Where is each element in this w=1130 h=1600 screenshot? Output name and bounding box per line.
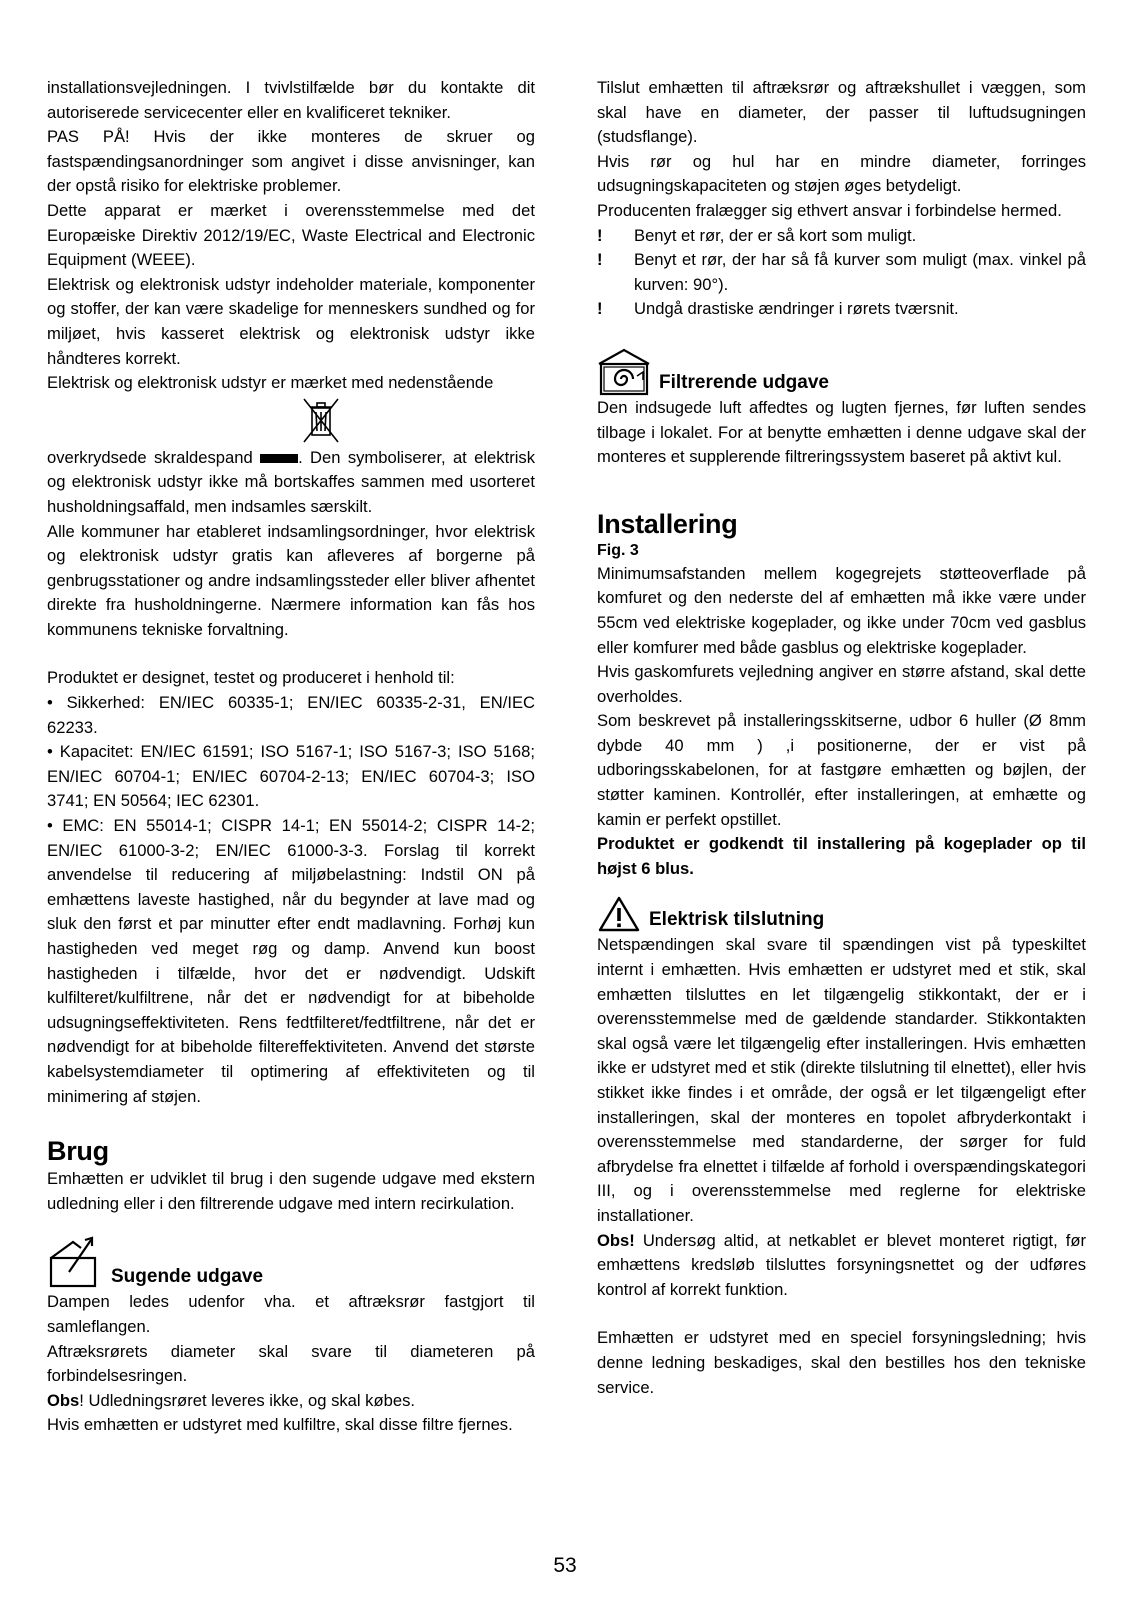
paragraph: Obs! Udledningsrøret leveres ikke, og skal købes. — [47, 1390, 415, 1410]
figure-reference: Fig. 3 — [597, 541, 639, 559]
paragraph: Elektrisk og elektronisk udstyr indeholder materiale, komponenter og stoffer, der kan være skadelige for menneskers sundhed og for miljøet, hvis kasseret elektrisk og elektronisk udstyr ikke håndteres korrekt. — [47, 274, 535, 368]
subheading-elektrisk: Elektrisk tilslutning — [597, 895, 1086, 933]
list-item: ! Benyt et rør, der er så kort som muligt. — [597, 225, 917, 245]
black-bar-icon — [260, 454, 298, 463]
warning-triangle-icon — [597, 895, 641, 933]
paragraph: PAS PÅ! Hvis der ikke monteres de skruer og fastspændingsanordninger som angivet i disse anvisninger, kan der opstå risiko for elektriske problemer. — [47, 127, 535, 196]
list-item: ! Undgå drastiske ændringer i rørets tværsnit. — [597, 299, 959, 319]
section-heading-installering: Installering — [597, 508, 738, 539]
paragraph: overkrydsede skraldespand . Den symboliserer, at elektrisk og elektronisk udstyr ikke må bortskaffes sammen med usorteret husholdningsaffald, men indsamles særskilt. — [47, 447, 535, 516]
paragraph: Elektrisk og elektronisk udstyr er mærket med nedenstående — [47, 373, 494, 393]
right-column — [597, 76, 1086, 1400]
paragraph: Minimumsafstanden mellem kogegrejets støtteoverflade på komfuret og den nederste del af emhætten må ikke være under 55cm ved elektriske kogeplader, og ikke under 70cm ved gasblus eller komfurer med både gasblus og elektriske kogeplader. — [597, 563, 1086, 657]
paragraph: • Sikkerhed: EN/IEC 60335-1; EN/IEC 60335-2-31, EN/IEC 62233. — [47, 693, 535, 737]
recirculation-filter-icon — [597, 348, 651, 396]
paragraph: Dampen ledes udenfor vha. et aftræksrør fastgjort til samleflangen. — [47, 1292, 535, 1336]
section-heading-brug: Brug — [47, 1136, 109, 1167]
paragraph: • Kapacitet: EN/IEC 61591; ISO 5167-1; ISO 5167-3; ISO 5168; EN/IEC 60704-1; EN/IEC 60704-2-13; EN/IEC 60704-3; ISO 3741; EN 50564; IEC 62301. — [47, 742, 535, 811]
paragraph: Emhætten er udviklet til brug i den sugende udgave med ekstern udledning eller i den filtrerende udgave med intern recirkulation. — [47, 1169, 535, 1213]
subheading-filtrerende: Filtrerende udgave — [597, 348, 1086, 396]
paragraph: Hvis rør og hul har en mindre diameter, forringes udsugningskapaciteten og støjen øges betydeligt. — [597, 151, 1086, 196]
paragraph: Hvis emhætten er udstyret med kulfiltre, skal disse filtre fjernes. — [47, 1415, 513, 1435]
paragraph: Den indsugede luft affedtes og lugten fjernes, før luften sendes tilbage i lokalet. For at benytte emhætten i denne udgave skal der monteres et supplerende filtreringssystem baseret på aktivt kul. — [597, 397, 1086, 467]
paragraph: Dette apparat er mærket i overensstemmelse med det Europæiske Direktiv 2012/19/EC, Waste Electrical and Electronic Equipment (WEEE). — [47, 200, 535, 270]
page-number: 53 — [553, 1554, 577, 1577]
paragraph: Tilslut emhætten til aftræksrør og aftrækshullet i væggen, som skal have en diameter, der passer til luftudsugningen (studsflange). — [597, 78, 1086, 147]
weee-symbol-row — [107, 396, 535, 446]
paragraph: Hvis gaskomfurets vejledning angiver en større afstand, skal dette overholdes. — [597, 662, 1086, 706]
paragraph: Obs! Undersøg altid, at netkablet er blevet monteret rigtigt, før emhættens kredsløb tilsluttes forsyningsnettet og der udføres kontrol af korrekt funktion. — [597, 1230, 1086, 1299]
paragraph: installationsvejledningen. I tvivlstilfælde bør du kontakte dit autoriserede servicecenter eller en kvalificeret tekniker. — [47, 78, 535, 122]
paragraph: Producenten fralægger sig ethvert ansvar i forbindelse hermed. — [597, 200, 1062, 220]
paragraph: • EMC: EN 55014-1; CISPR 14-1; EN 55014-2; CISPR 14-2; EN/IEC 61000-3-2; EN/IEC 61000-3-3. Forslag til korrekt anvendelse til reducering af miljøbelastning: Indstil ON på emhættens laveste hastighed, når du begynder at lave mad og sluk den først et par minutter efter endt madlavning. Forhøj kun hastigheden ved meget røg og damp. Anvend kun boost hastigheden i tilfælde, hvor det er nødvendigt. Udskift kulfilteret/kulfiltrene, når det er nødvendigt for at bibeholde udsugningseffektiviteten. Rens fedtfilteret/fedtfiltrene, når det er nødvendigt for at bibeholde filtereffektiviteten. Anvend det største kabelsystemdiameter til optimering af effektiviteten og til minimering af støjen. — [47, 816, 535, 1106]
subheading-sugende: Sugende udgave — [47, 1236, 535, 1290]
crossed-out-bin-icon — [299, 396, 343, 446]
left-column — [47, 76, 535, 1438]
paragraph: Som beskrevet på installeringsskitserne, udbor 6 huller (Ø 8mm dybde 40 mm ) ,i positionerne, der er vist på udboringsskabelonen, for at fastgøre emhætten og bøjlen, der støtter kaminen. Kontrollér, efter installeringen, at emhætte og kamin er perfekt opstillet. — [597, 711, 1086, 829]
paragraph-bold: Produktet er godkendt til installering på kogeplader op til højst 6 blus. — [597, 834, 1086, 878]
list-item: ! Benyt et rør, der har så få kurver som muligt (max. vinkel på kurven: 90°). — [597, 250, 1086, 294]
paragraph: Aftræksrørets diameter skal svare til diameteren på forbindelsesringen. — [47, 1341, 535, 1386]
ducted-extraction-icon — [47, 1236, 103, 1290]
paragraph: Netspændingen skal svare til spændingen vist på typeskiltet internt i emhætten. Hvis emhætten er udstyret med et stik, skal emhætten tilsluttes en let tilgængelig stikkontakt, der er i overensstemmelse med de gældende standarder. Stikkontakten skal også være let tilgængelig efter installeringen. Hvis emhætten ikke er udstyret med et stik (direkte tilslutning til elnettet), eller hvis stikket ikke findes i et område, der også er let tilgængeligt efter installeringen, skal der monteres en topolet afbryderkontakt i overensstemmelse med standarderne, der sørger for fuld afbrydelse fra elnettet i tilfælde af forhold i overspændingskategori III, og i overensstemmelse med reglerne for elektriske installationer. — [597, 935, 1086, 1225]
paragraph: Produktet er designet, testet og produceret i henhold til: — [47, 668, 455, 688]
paragraph: Emhætten er udstyret med en speciel forsyningsledning; hvis denne ledning beskadiges, skal den bestilles hos den tekniske service. — [597, 1328, 1086, 1397]
paragraph: Alle kommuner har etableret indsamlingsordninger, hvor elektrisk og elektronisk udstyr gratis kan afleveres af borgerne på genbrugsstationer og andre indsamlingssteder eller bliver afhentet direkte fra husholdningerne. Nærmere information kan fås hos kommunens tekniske forvaltning. — [47, 521, 535, 639]
